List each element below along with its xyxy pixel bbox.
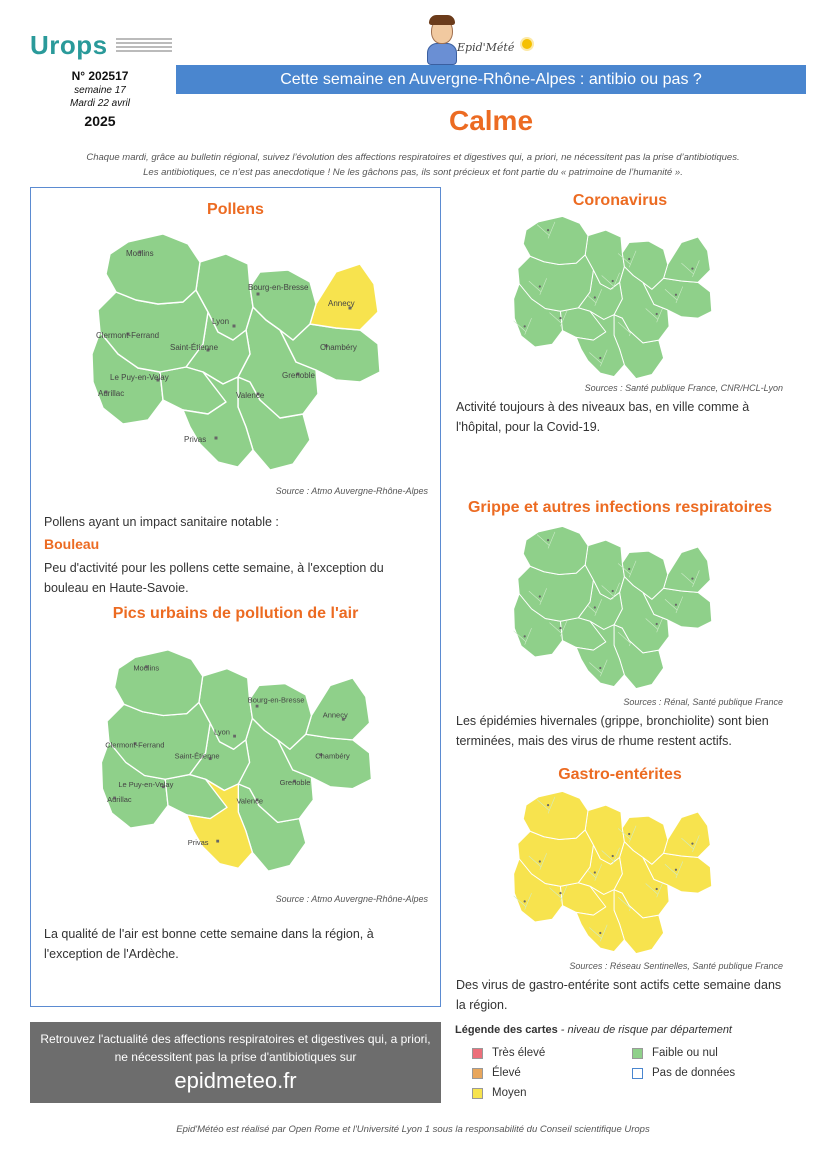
legend-swatch-tres-eleve bbox=[472, 1048, 483, 1059]
mascot-body-icon bbox=[427, 43, 457, 65]
pollution-city-dot-69 bbox=[233, 735, 236, 738]
grippe-city-dot-38 bbox=[656, 623, 658, 625]
issue-info bbox=[40, 68, 160, 132]
gastro-city-dot-74 bbox=[691, 843, 693, 845]
gastro-city-dot-07 bbox=[599, 932, 601, 934]
pollution-city-dot-07 bbox=[216, 840, 219, 843]
pollution-text: La qualité de l'air est bonne cette semaine dans la région, à l'exception de l'Ardèche. bbox=[44, 927, 374, 961]
gastro-city-dot-69 bbox=[612, 855, 614, 857]
pollution-city-label: Privas bbox=[187, 837, 209, 847]
pollution-city-label: Saint-Étienne bbox=[174, 751, 220, 761]
pollens-city-label: Grenoble bbox=[282, 371, 315, 380]
gastro-map bbox=[505, 790, 730, 955]
gastro-text: Des virus de gastro-entérite sont actifs cette semaine dans la région. bbox=[456, 978, 782, 1012]
pollens-city-dot-01 bbox=[257, 293, 260, 296]
legend-title bbox=[455, 1024, 732, 1036]
legend-label-moyen: Moyen bbox=[492, 1087, 527, 1099]
pollens-city-label: Valence bbox=[236, 391, 265, 400]
pollens-city-label: Saint-Étienne bbox=[170, 343, 219, 352]
grippe-city-dot-43 bbox=[559, 627, 561, 629]
coronavirus-city-dot-43 bbox=[559, 317, 561, 319]
headline-status: Calme bbox=[448, 105, 534, 136]
grippe-city-dot-74 bbox=[691, 578, 693, 580]
pollens-city-label: Chambéry bbox=[320, 343, 357, 352]
pollution-city-label: Le Puy-en-Velay bbox=[118, 779, 174, 789]
footer-link[interactable]: epidmeteo.fr bbox=[174, 1068, 297, 1093]
pollens-city-label: Moulins bbox=[126, 249, 154, 258]
mascot-hair-icon bbox=[429, 15, 455, 25]
grippe-city-dot-69 bbox=[612, 590, 614, 592]
coronavirus-city-dot-07 bbox=[599, 357, 601, 359]
footer-banner bbox=[30, 1022, 441, 1103]
legend-item-eleve bbox=[472, 1067, 521, 1079]
legend-label-faible: Faible ou nul bbox=[652, 1047, 718, 1059]
legend-swatch-eleve bbox=[472, 1068, 483, 1079]
grippe-city-dot-42 bbox=[594, 606, 596, 608]
grippe-title: Grippe et autres infections respiratoires bbox=[467, 499, 773, 516]
coronavirus-city-dot-38 bbox=[656, 313, 658, 315]
gastro-city-dot-42 bbox=[594, 871, 596, 873]
footer-text: Retrouvez l'actualité des affections respiratoires et digestives qui, a priori, ne nécessitent pas la prise d'antibiotiques sur bbox=[40, 1032, 431, 1064]
pollen-highlight: Bouleau bbox=[44, 536, 100, 552]
pollens-dept-74 bbox=[310, 264, 378, 330]
pollens-city-label: Lyon bbox=[212, 317, 230, 326]
coronavirus-city-dot-69 bbox=[612, 280, 614, 282]
pollution-title: Pics urbains de pollution de l'air bbox=[112, 605, 359, 622]
pollution-city-label: Lyon bbox=[213, 727, 230, 737]
legend-subtitle: - niveau de risque par département bbox=[557, 1024, 732, 1036]
pollution-city-label: Moulins bbox=[133, 663, 160, 673]
legend-swatch-pas-de-donnees bbox=[632, 1068, 643, 1079]
issue-date: Mardi 22 avril bbox=[69, 98, 131, 109]
coronavirus-map bbox=[505, 215, 730, 380]
pollens-city-label: Aurillac bbox=[98, 389, 125, 398]
urops-logo-tagline bbox=[116, 38, 172, 52]
pollens-city-dot-07 bbox=[215, 437, 218, 440]
pollens-map bbox=[88, 232, 398, 472]
grippe-city-dot-07 bbox=[599, 667, 601, 669]
pollens-city-label: Bourg-en-Bresse bbox=[248, 283, 309, 292]
legend-item-moyen bbox=[472, 1087, 527, 1099]
pollens-text: Peu d'activité pour les pollens cette semaine, à l'exception du bouleau en Haute-Savoie. bbox=[44, 561, 384, 595]
intro-line-1: Chaque mardi, grâce au bulletin régional, suivez l’évolution des affections respiratoires et digestives qui, a priori, ne nécessitent pas la prise d’antibiotiques. bbox=[86, 152, 740, 163]
gastro-city-dot-01 bbox=[628, 833, 630, 835]
pollution-city-label: Grenoble bbox=[279, 777, 311, 787]
coronavirus-text: Activité toujours à des niveaux bas, en ville comme à l'hôpital, pour la Covid-19. bbox=[456, 400, 750, 434]
pollens-city-label: Annecy bbox=[328, 299, 355, 308]
urops-logo-word: Urops bbox=[30, 30, 108, 60]
coronavirus-dept-03 bbox=[523, 216, 588, 264]
gastro-title: Gastro-entérites bbox=[558, 766, 682, 783]
pollution-city-label: Bourg-en-Bresse bbox=[247, 695, 305, 705]
gastro-city-dot-03 bbox=[547, 804, 549, 806]
pollution-city-label: Clermont-Ferrand bbox=[105, 740, 165, 750]
pollution-city-label: Valence bbox=[236, 796, 263, 806]
pollution-source: Source : Atmo Auvergne-Rhône-Alpes bbox=[275, 894, 428, 904]
pollens-city-label: Privas bbox=[184, 435, 207, 444]
sun-icon bbox=[522, 39, 532, 49]
gastro-city-dot-15 bbox=[524, 900, 526, 902]
pollens-intro: Pollens ayant un impact sanitaire notable : bbox=[44, 515, 279, 529]
pollens-city-label: Clermont-Ferrand bbox=[96, 331, 160, 340]
region-banner: Cette semaine en Auvergne-Rhône-Alpes : antibio ou pas ? bbox=[176, 65, 806, 94]
pollens-dept-03 bbox=[106, 234, 200, 304]
grippe-map bbox=[505, 525, 730, 690]
intro-text bbox=[20, 150, 806, 180]
coronavirus-city-dot-01 bbox=[628, 258, 630, 260]
pollens-city-label: Le Puy-en-Velay bbox=[110, 373, 169, 382]
coronavirus-city-dot-03 bbox=[547, 229, 549, 231]
pollens-title: Pollens bbox=[207, 201, 264, 218]
gastro-dept-03 bbox=[523, 791, 588, 839]
coronavirus-city-dot-15 bbox=[524, 325, 526, 327]
gastro-source: Sources : Réseau Sentinelles, Santé publique France bbox=[569, 961, 783, 971]
grippe-text: Les épidémies hivernales (grippe, bronchiolite) sont bien terminées, mais des virus de rhume restent actifs. bbox=[456, 714, 769, 748]
intro-line-2: Les antibiotiques, ce n’est pas anecdotique ! Ne les gâchons pas, ils sont précieux et font partie du « patrimoine de l’humanité ». bbox=[143, 167, 683, 178]
pollution-city-label: Chambéry bbox=[315, 751, 350, 761]
coronavirus-city-dot-74 bbox=[691, 268, 693, 270]
issue-week: semaine 17 bbox=[74, 85, 126, 96]
legend-item-tres-eleve bbox=[472, 1047, 545, 1059]
gastro-city-dot-43 bbox=[559, 892, 561, 894]
pollution-city-dot-01 bbox=[256, 705, 259, 708]
urops-logo bbox=[30, 30, 175, 60]
grippe-city-dot-01 bbox=[628, 568, 630, 570]
grippe-city-dot-73 bbox=[675, 604, 677, 606]
grippe-city-dot-63 bbox=[539, 595, 541, 597]
legend-swatch-moyen bbox=[472, 1088, 483, 1099]
gastro-dept-74 bbox=[664, 812, 711, 857]
grippe-source: Sources : Rénal, Santé publique France bbox=[623, 697, 783, 707]
pollens-city-dot-69 bbox=[233, 325, 236, 328]
issue-year: 2025 bbox=[84, 113, 116, 129]
gastro-city-dot-63 bbox=[539, 860, 541, 862]
grippe-city-dot-03 bbox=[547, 539, 549, 541]
legend-swatch-faible bbox=[632, 1048, 643, 1059]
gastro-city-dot-38 bbox=[656, 888, 658, 890]
gastro-city-dot-73 bbox=[675, 869, 677, 871]
pollution-city-label: Aurillac bbox=[107, 794, 132, 804]
epidmeteo-logo-text: Epid'Mété bbox=[457, 41, 515, 54]
coronavirus-city-dot-42 bbox=[594, 296, 596, 298]
pollution-map bbox=[88, 648, 398, 873]
legend-item-faible bbox=[632, 1047, 718, 1059]
grippe-city-dot-15 bbox=[524, 635, 526, 637]
issue-number: N° 202517 bbox=[71, 69, 129, 83]
grippe-dept-03 bbox=[523, 526, 588, 574]
coronavirus-source: Sources : Santé publique France, CNR/HCL-Lyon bbox=[584, 383, 783, 393]
legend-item-pas-de-donnees bbox=[632, 1067, 735, 1079]
legend-label-eleve: Élevé bbox=[492, 1067, 521, 1079]
pollens-source: Source : Atmo Auvergne-Rhône-Alpes bbox=[275, 486, 428, 496]
legend-title-bold: Légende des cartes bbox=[455, 1024, 558, 1036]
pollution-dept-74 bbox=[306, 678, 370, 740]
coronavirus-title: Coronavirus bbox=[572, 192, 668, 209]
legend-label-tres-eleve: Très élevé bbox=[492, 1047, 546, 1059]
pollution-city-label: Annecy bbox=[322, 710, 348, 720]
grippe-dept-74 bbox=[664, 547, 711, 592]
coronavirus-city-dot-63 bbox=[539, 285, 541, 287]
epidmeteo-logo bbox=[425, 15, 540, 67]
credit-line: Epid'Météo est réalisé par Open Rome et l'Université Lyon 1 sous la responsabilité du Conseil scientifique Urops bbox=[176, 1124, 650, 1135]
legend-label-pas-de-donnees: Pas de données bbox=[652, 1067, 736, 1079]
pollution-dept-03 bbox=[115, 650, 203, 716]
coronavirus-city-dot-73 bbox=[675, 294, 677, 296]
coronavirus-dept-74 bbox=[664, 237, 711, 282]
